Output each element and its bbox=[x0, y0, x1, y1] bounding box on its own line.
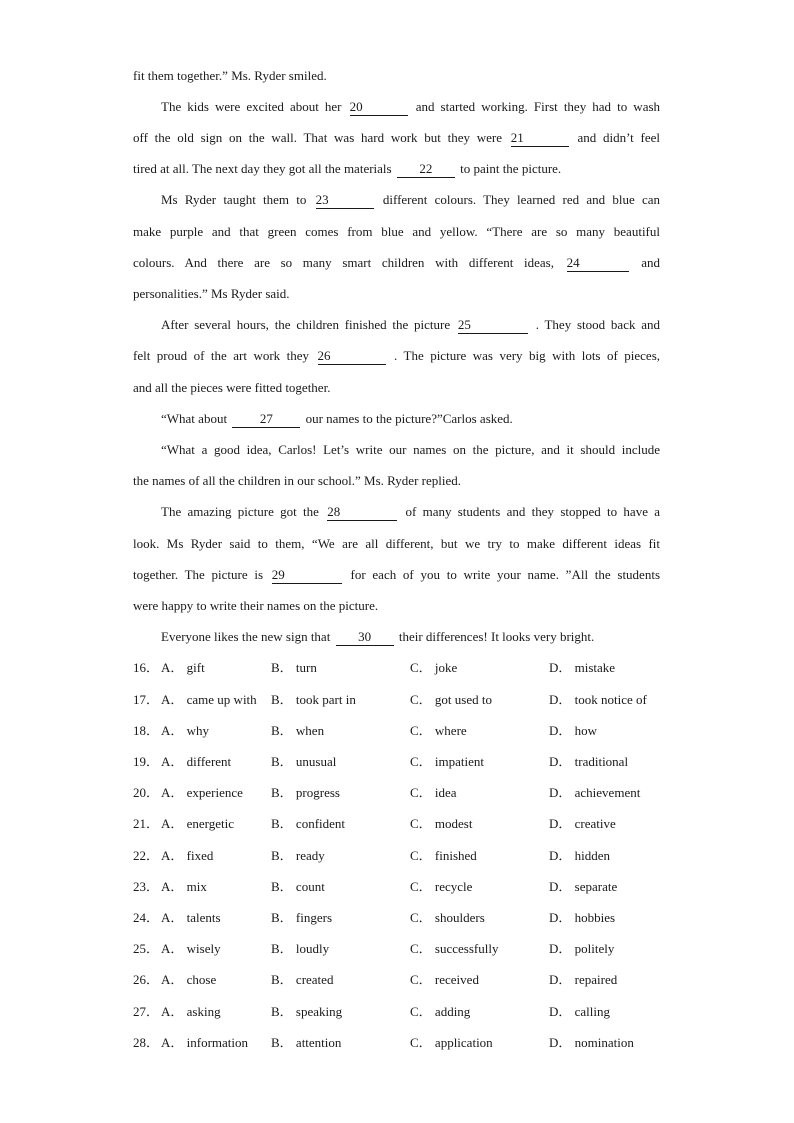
option-a[interactable]: A． mix bbox=[161, 879, 207, 894]
passage-text: and bbox=[641, 255, 661, 270]
passage-text: the names of all the children in our school.” Ms. Ryder replied. bbox=[133, 473, 462, 488]
option-d[interactable]: D． took notice of bbox=[549, 692, 647, 707]
passage-text: different colours. They learned red and blue can bbox=[382, 192, 661, 207]
passage-text: to paint the picture. bbox=[460, 161, 562, 176]
option-row-27 bbox=[133, 1002, 673, 1022]
blank-20: 20 bbox=[350, 99, 408, 116]
option-row-16 bbox=[133, 658, 673, 678]
passage-text: “What a good idea, Carlos! Let’s write our names on the picture, and it should include bbox=[161, 442, 660, 457]
passage-line bbox=[133, 128, 660, 148]
question-number: 22． bbox=[133, 848, 160, 863]
passage-line bbox=[133, 284, 660, 304]
option-c[interactable]: C． received bbox=[410, 972, 479, 987]
passage-text: “What about bbox=[161, 411, 228, 426]
option-b[interactable]: B． count bbox=[271, 879, 325, 894]
option-c[interactable]: C． adding bbox=[410, 1004, 471, 1019]
option-a[interactable]: A． why bbox=[161, 723, 210, 738]
option-b[interactable]: B． took part in bbox=[271, 692, 356, 707]
option-c[interactable]: C． where bbox=[410, 723, 467, 738]
passage-line bbox=[161, 627, 660, 647]
option-a[interactable]: A． different bbox=[161, 754, 232, 769]
question-number: 21． bbox=[133, 816, 160, 831]
option-b[interactable]: B． unusual bbox=[271, 754, 337, 769]
option-c[interactable]: C． modest bbox=[410, 816, 473, 831]
passage-text: Everyone likes the new sign that bbox=[161, 629, 331, 644]
passage-text: their differences! It looks very bright. bbox=[398, 629, 595, 644]
passage-text: The amazing picture got the bbox=[161, 504, 319, 519]
option-row-22 bbox=[133, 846, 673, 866]
blank-28: 28 bbox=[327, 504, 397, 521]
passage-text: together. The picture is bbox=[133, 567, 264, 582]
option-d[interactable]: D． nomination bbox=[549, 1035, 634, 1050]
passage-text: felt proud of the art work they bbox=[133, 348, 310, 363]
question-number: 24． bbox=[133, 910, 160, 925]
option-a[interactable]: A． gift bbox=[161, 660, 205, 675]
option-c[interactable]: C． shoulders bbox=[410, 910, 485, 925]
passage-text: for each of you to write your name. ”All the students bbox=[350, 567, 661, 582]
passage-text: . The picture was very big with lots of pieces, bbox=[394, 348, 661, 363]
option-c[interactable]: C． finished bbox=[410, 848, 477, 863]
blank-21: 21 bbox=[511, 130, 569, 147]
option-row-19 bbox=[133, 752, 673, 772]
option-d[interactable]: D． creative bbox=[549, 816, 616, 831]
blank-23: 23 bbox=[316, 192, 374, 209]
option-d[interactable]: D． calling bbox=[549, 1004, 611, 1019]
option-a[interactable]: A． energetic bbox=[161, 816, 235, 831]
option-d[interactable]: D． separate bbox=[549, 879, 618, 894]
passage-text: personalities.” Ms Ryder said. bbox=[133, 286, 290, 301]
option-row-20 bbox=[133, 783, 673, 803]
passage-line bbox=[133, 378, 660, 398]
passage-text: make purple and that green comes from blue and yellow. “There are so many beautiful bbox=[133, 224, 660, 239]
passage-text: and didn’t feel bbox=[577, 130, 661, 145]
blank-22: 22 bbox=[397, 161, 455, 178]
passage-line bbox=[161, 440, 660, 460]
question-number: 27． bbox=[133, 1004, 160, 1019]
option-c[interactable]: C． impatient bbox=[410, 754, 485, 769]
question-number: 19． bbox=[133, 754, 160, 769]
option-d[interactable]: D． how bbox=[549, 723, 598, 738]
passage-text: colours. And there are so many smart children with different ideas, bbox=[133, 255, 554, 270]
passage-text: and all the pieces were fitted together. bbox=[133, 380, 331, 395]
option-row-24 bbox=[133, 908, 673, 928]
passage-line bbox=[133, 596, 660, 616]
option-row-25 bbox=[133, 939, 673, 959]
passage-line bbox=[133, 159, 660, 179]
option-d[interactable]: D． repaired bbox=[549, 972, 618, 987]
option-c[interactable]: C． idea bbox=[410, 785, 457, 800]
passage-text: were happy to write their names on the picture. bbox=[133, 598, 379, 613]
option-b[interactable]: B． confident bbox=[271, 816, 346, 831]
option-a[interactable]: A． came up with bbox=[161, 692, 257, 707]
option-b[interactable]: B． fingers bbox=[271, 910, 333, 925]
option-b[interactable]: B． ready bbox=[271, 848, 325, 863]
passage-text: look. Ms Ryder said to them, “We are all different, but we try to make different ideas fit bbox=[133, 536, 660, 551]
passage-line bbox=[133, 222, 660, 242]
option-b[interactable]: B． progress bbox=[271, 785, 340, 800]
option-b[interactable]: B． when bbox=[271, 723, 325, 738]
option-c[interactable]: C． application bbox=[410, 1035, 493, 1050]
option-b[interactable]: B． speaking bbox=[271, 1004, 343, 1019]
passage-text: After several hours, the children finished the picture bbox=[161, 317, 451, 332]
passage-text: tired at all. The next day they got all the materials bbox=[133, 161, 392, 176]
passage-line bbox=[133, 253, 660, 273]
option-row-23 bbox=[133, 877, 673, 897]
option-c[interactable]: C． successfully bbox=[410, 941, 499, 956]
option-a[interactable]: A． chose bbox=[161, 972, 217, 987]
passage-line bbox=[133, 565, 660, 585]
option-b[interactable]: B． attention bbox=[271, 1035, 342, 1050]
passage-line bbox=[161, 190, 660, 210]
option-a[interactable]: A． asking bbox=[161, 1004, 221, 1019]
passage-text: The kids were excited about her bbox=[161, 99, 342, 114]
blank-30: 30 bbox=[336, 629, 394, 646]
option-row-26 bbox=[133, 970, 673, 990]
option-a[interactable]: A． fixed bbox=[161, 848, 214, 863]
option-c[interactable]: C． got used to bbox=[410, 692, 492, 707]
option-b[interactable]: B． loudly bbox=[271, 941, 330, 956]
option-c[interactable]: C． joke bbox=[410, 660, 458, 675]
option-row-21 bbox=[133, 814, 673, 834]
passage-text: and started working. First they had to wash bbox=[415, 99, 661, 114]
blank-29: 29 bbox=[272, 567, 342, 584]
passage-line bbox=[161, 97, 660, 117]
passage-text: fit them together.” Ms. Ryder smiled. bbox=[133, 68, 327, 83]
passage-text: off the old sign on the wall. That was hard work but they were bbox=[133, 130, 502, 145]
question-number: 28． bbox=[133, 1035, 160, 1050]
passage-text: . They stood back and bbox=[535, 317, 661, 332]
passage-line bbox=[133, 471, 660, 491]
question-number: 25． bbox=[133, 941, 160, 956]
option-d[interactable]: D． hidden bbox=[549, 848, 611, 863]
option-d[interactable]: D． politely bbox=[549, 941, 615, 956]
option-a[interactable]: A． talents bbox=[161, 910, 221, 925]
option-b[interactable]: B． turn bbox=[271, 660, 317, 675]
passage-line bbox=[161, 315, 660, 335]
blank-24: 24 bbox=[567, 255, 629, 272]
question-number: 20． bbox=[133, 785, 160, 800]
option-d[interactable]: D． mistake bbox=[549, 660, 616, 675]
option-a[interactable]: A． information bbox=[161, 1035, 249, 1050]
passage-line bbox=[133, 66, 660, 86]
passage-line bbox=[161, 502, 660, 522]
option-a[interactable]: A． experience bbox=[161, 785, 243, 800]
question-number: 16． bbox=[133, 660, 160, 675]
option-c[interactable]: C． recycle bbox=[410, 879, 473, 894]
question-number: 17． bbox=[133, 692, 160, 707]
blank-25: 25 bbox=[458, 317, 528, 334]
question-number: 18． bbox=[133, 723, 160, 738]
passage-line bbox=[161, 409, 660, 429]
option-d[interactable]: D． traditional bbox=[549, 754, 629, 769]
option-row-18 bbox=[133, 721, 673, 741]
option-b[interactable]: B． created bbox=[271, 972, 334, 987]
blank-26: 26 bbox=[318, 348, 386, 365]
passage-text: our names to the picture?”Carlos asked. bbox=[305, 411, 513, 426]
option-row-17 bbox=[133, 690, 673, 710]
passage-line bbox=[133, 534, 660, 554]
blank-27: 27 bbox=[232, 411, 300, 428]
option-d[interactable]: D． achievement bbox=[549, 785, 641, 800]
question-number: 26． bbox=[133, 972, 160, 987]
option-a[interactable]: A． wisely bbox=[161, 941, 221, 956]
passage-text: of many students and they stopped to have a bbox=[405, 504, 661, 519]
passage-text: Ms Ryder taught them to bbox=[161, 192, 307, 207]
passage-line bbox=[133, 346, 660, 366]
option-row-28 bbox=[133, 1033, 673, 1053]
option-d[interactable]: D． hobbies bbox=[549, 910, 616, 925]
question-number: 23． bbox=[133, 879, 160, 894]
